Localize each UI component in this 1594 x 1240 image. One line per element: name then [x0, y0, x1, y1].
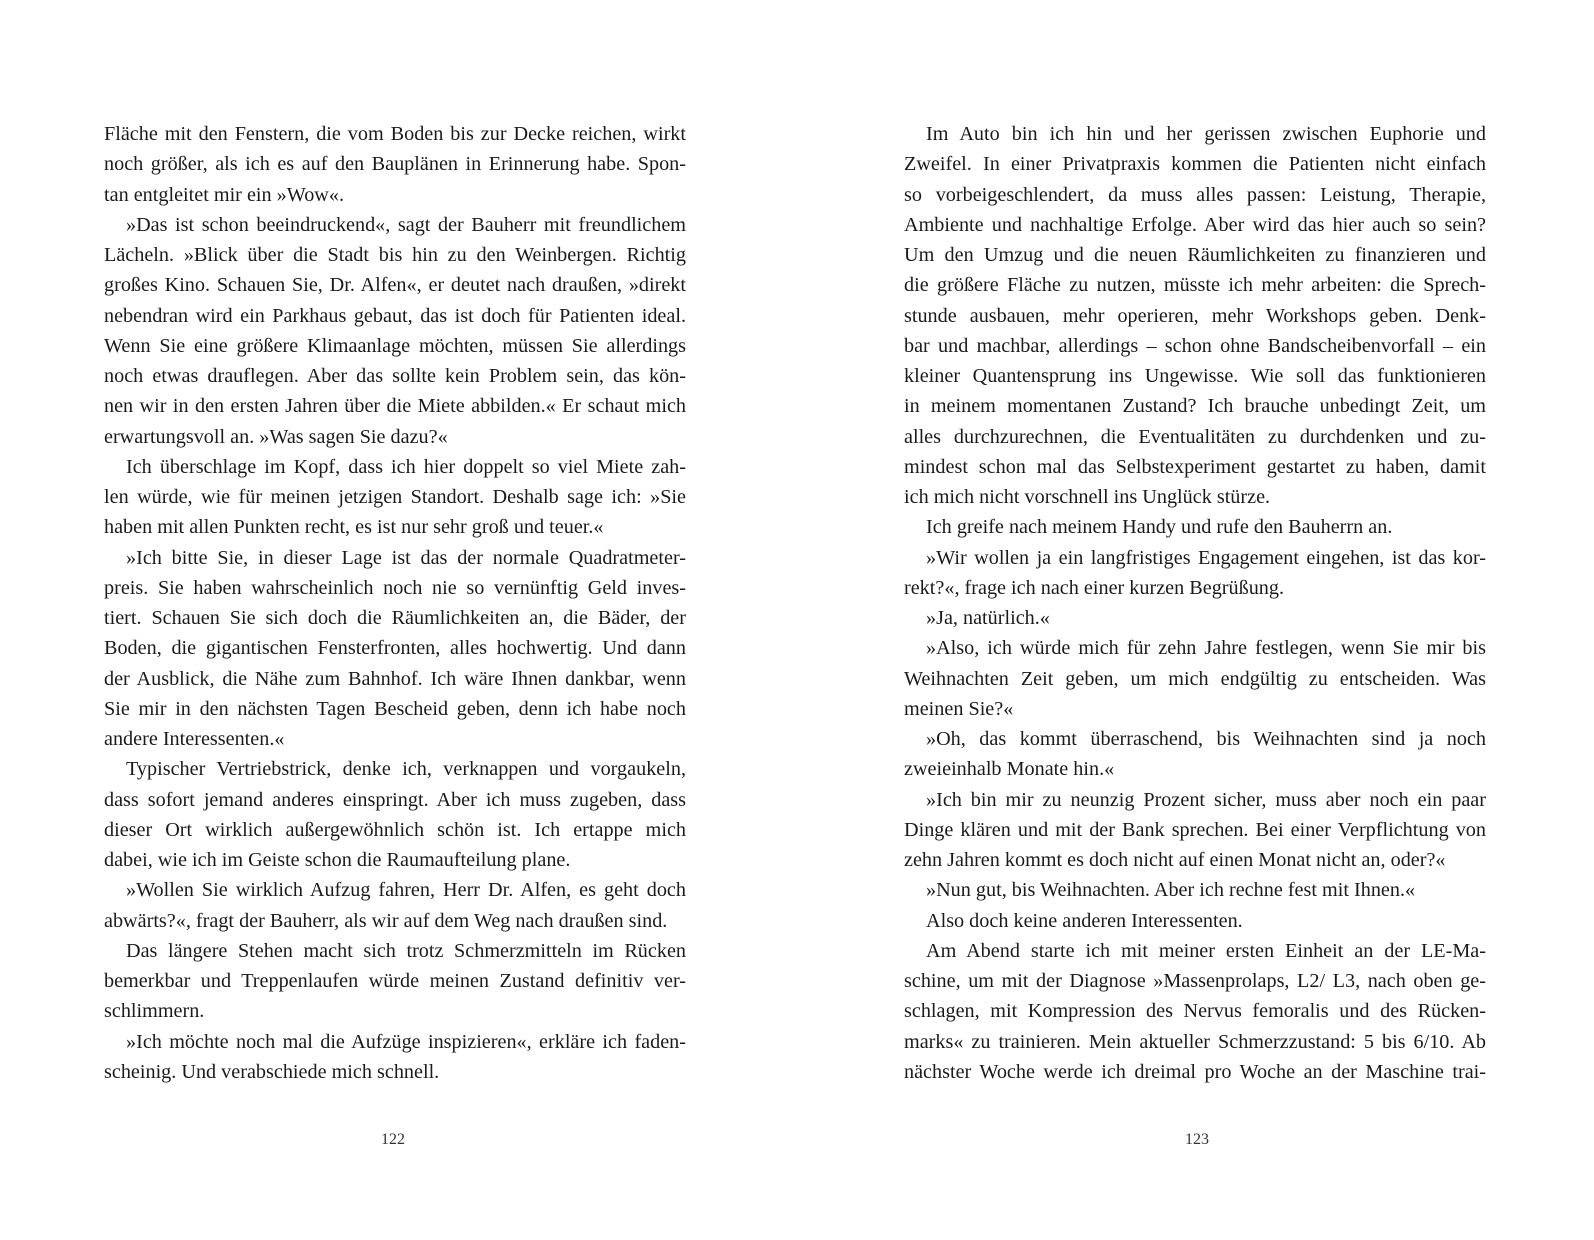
left-page-text [104, 119, 686, 1087]
text-line: Zweifel. In einer Privatpraxis kommen die Patienten nicht einfach [904, 153, 1486, 176]
text-line: Lächeln. »Blick über die Stadt bis hin zu den Weinbergen. Richtig [104, 244, 686, 266]
text-line: in meinem momentanen Zustand? Ich brauche unbedingt Zeit, um [904, 395, 1486, 418]
text-line: »Ich bitte Sie, in dieser Lage ist das der normale Quadratmeter- [126, 546, 686, 569]
text-line: zehn Jahren kommt es doch nicht auf einen Monat nicht an, oder?« [904, 849, 1446, 871]
text-line: dabei, wie ich im Geiste schon die Raumaufteilung plane. [104, 849, 571, 871]
text-line: Das längere Stehen macht sich trotz Schmerzmitteln im Rücken [126, 939, 686, 962]
text-line: tiert. Schauen Sie sich doch die Räumlichkeiten an, die Bäder, der [104, 607, 686, 629]
text-line: preis. Sie haben wahrscheinlich noch nie so vernünftig Geld inves- [104, 576, 686, 599]
text-line: Im Auto bin ich hin und her gerissen zwischen Euphorie und [926, 123, 1486, 145]
text-line: bar und machbar, allerdings – schon ohne Bandscheibenvorfall – ein [904, 334, 1486, 357]
text-line: abwärts?«, fragt der Bauherr, als wir auf dem Weg nach draußen sind. [104, 909, 668, 932]
text-line: nebendran wird ein Parkhaus gebaut, das ist doch für Patienten ideal. [104, 304, 686, 327]
text-line: meinen Sie?« [904, 697, 1014, 720]
text-line: rekt?«, frage ich nach einer kurzen Begrüßung. [904, 576, 1285, 599]
text-line: nen wir in den ersten Jahren über die Miete abbilden.« Er schaut mich [104, 395, 686, 418]
text-line: Also doch keine anderen Interessenten. [926, 909, 1243, 932]
text-line: »Ich bin mir zu neunzig Prozent sicher, muss aber noch ein paar [926, 788, 1486, 811]
text-line: »Wir wollen ja ein langfristiges Engagement eingehen, ist das kor- [926, 546, 1486, 569]
text-line: kleiner Quantensprung ins Ungewisse. Wie soll das funktionieren [904, 365, 1486, 387]
text-line: Am Abend starte ich mit meiner ersten Einheit an der LE-Ma- [926, 939, 1486, 962]
text-line: großes Kino. Schauen Sie, Dr. Alfen«, er deutet nach draußen, »direkt [104, 274, 686, 297]
text-line: noch etwas drauflegen. Aber das sollte kein Problem sein, das kön- [104, 365, 686, 387]
text-line: Typischer Vertriebstrick, denke ich, verknappen und vorgaukeln, [126, 758, 686, 781]
right-page-number: 123 [1185, 1131, 1209, 1148]
text-line: marks« zu trainieren. Mein aktueller Schmerzzustand: 5 bis 6/10. Ab [904, 1030, 1486, 1053]
right-page [797, 0, 1594, 1240]
text-line: schine, um mit der Diagnose »Massenprolaps, L2/ L3, nach oben ge- [904, 970, 1486, 992]
text-line: andere Interessenten.« [104, 728, 285, 750]
text-line: haben mit allen Punkten recht, es ist nur sehr groß und teuer.« [104, 516, 604, 539]
right-page-text [904, 119, 1486, 1087]
text-line: stunde ausbauen, mehr operieren, mehr Workshops geben. Denk- [904, 304, 1486, 327]
text-line: die größere Fläche zu nutzen, müsste ich mehr arbeiten: die Sprech- [904, 274, 1486, 297]
text-line: bemerkbar und Treppenlaufen würde meinen Zustand definitiv ver- [104, 970, 686, 992]
text-line: Ambiente und nachhaltige Erfolge. Aber wird das hier auch so sein? [904, 213, 1486, 236]
text-line: nächster Woche werde ich dreimal pro Woche an der Maschine trai- [904, 1060, 1486, 1083]
text-line: schlimmern. [104, 1000, 205, 1023]
text-line: der Ausblick, die Nähe zum Bahnhof. Ich wäre Ihnen dankbar, wenn [104, 667, 686, 690]
text-line: noch größer, als ich es auf den Bauplänen in Erinnerung habe. Spon- [104, 153, 686, 176]
text-line: dass sofort jemand anderes einspringt. Aber ich muss zugeben, dass [104, 788, 686, 811]
left-page-number: 122 [381, 1131, 405, 1148]
text-line: ich mich nicht vorschnell ins Unglück stürze. [904, 486, 1271, 508]
text-line: so vorbeigeschlendert, da muss alles passen: Leistung, Therapie, [904, 183, 1486, 206]
text-line: Wenn Sie eine größere Klimaanlage möchten, müssen Sie allerdings [104, 334, 686, 357]
text-line: Fläche mit den Fenstern, die vom Boden bis zur Decke reichen, wirkt [104, 123, 686, 145]
text-line: erwartungsvoll an. »Was sagen Sie dazu?« [104, 425, 448, 448]
text-line: scheinig. Und verabschiede mich schnell. [104, 1060, 440, 1083]
text-line: »Ich möchte noch mal die Aufzüge inspizieren«, erkläre ich faden- [126, 1030, 686, 1053]
text-line: dieser Ort wirklich außergewöhnlich schön ist. Ich ertappe mich [104, 818, 686, 841]
text-line: schlagen, mit Kompression des Nervus femoralis und des Rücken- [904, 1000, 1486, 1023]
text-line: »Das ist schon beeindruckend«, sagt der Bauherr mit freundlichem [126, 213, 686, 236]
text-line: »Nun gut, bis Weihnachten. Aber ich rechne fest mit Ihnen.« [926, 879, 1416, 902]
text-line: mindest schon mal das Selbstexperiment gestartet zu haben, damit [904, 455, 1486, 478]
text-line: Weihnachten Zeit geben, um mich endgültig zu entscheiden. Was [904, 667, 1486, 690]
text-line: len würde, wie für meinen jetzigen Standort. Deshalb sage ich: »Sie [104, 486, 686, 508]
text-line: »Ja, natürlich.« [926, 607, 1050, 629]
text-line: »Wollen Sie wirklich Aufzug fahren, Herr Dr. Alfen, es geht doch [126, 879, 686, 902]
text-line: Sie mir in den nächsten Tagen Bescheid geben, denn ich habe noch [104, 697, 686, 720]
text-line: »Also, ich würde mich für zehn Jahre festlegen, wenn Sie mir bis [926, 637, 1486, 660]
text-line: zweieinhalb Monate hin.« [904, 758, 1115, 781]
text-line: alles durchzurechnen, die Eventualitäten zu durchdenken und zu- [904, 425, 1486, 448]
text-line: Ich überschlage im Kopf, dass ich hier doppelt so viel Miete zah- [126, 455, 686, 478]
text-line: »Oh, das kommt überraschend, bis Weihnachten sind ja noch [926, 728, 1486, 750]
text-line: Um den Umzug und die neuen Räumlichkeiten zu finanzieren und [904, 244, 1486, 266]
text-line: Ich greife nach meinem Handy und rufe den Bauherrn an. [926, 516, 1393, 539]
text-line: Dinge klären und mit der Bank sprechen. Bei einer Verpflichtung von [904, 818, 1486, 841]
text-line: Boden, die gigantischen Fensterfronten, alles hochwertig. Und dann [104, 637, 686, 660]
text-line: tan entgleitet mir ein »Wow«. [104, 183, 345, 206]
